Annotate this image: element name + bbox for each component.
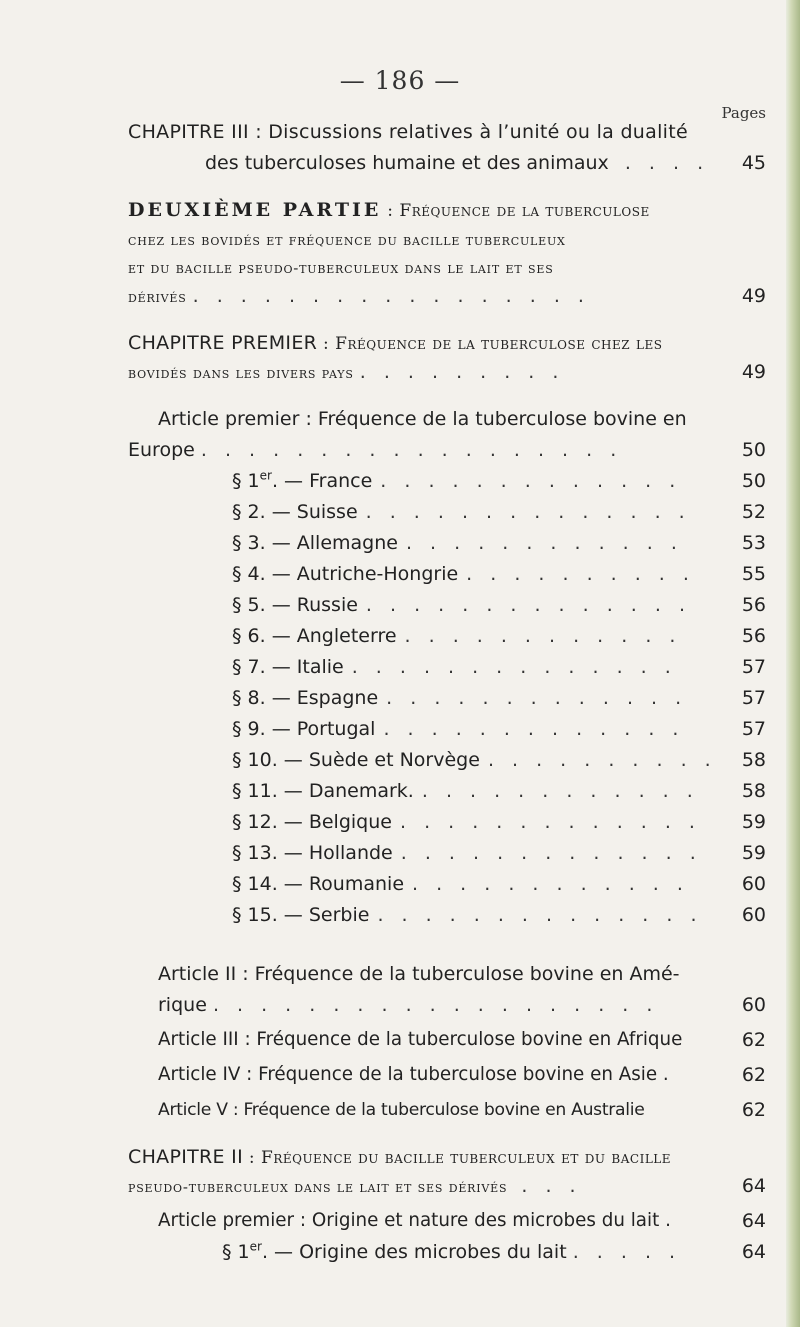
- section-number: § 2: [232, 501, 260, 523]
- section-title: . — Russie: [259, 594, 358, 616]
- section-row: [232, 841, 702, 865]
- section-number: § 1: [232, 470, 260, 492]
- section-number: § 6: [232, 625, 260, 647]
- section-title: . — Portugal: [259, 718, 376, 740]
- section-title: . — Hollande: [271, 842, 393, 864]
- section-title: . — Serbie: [271, 904, 370, 926]
- leader-dots: . . . . . . . . .: [359, 361, 565, 383]
- section-row: [232, 593, 691, 617]
- chapter3-page: 45: [741, 152, 766, 174]
- section-number: § 12: [232, 811, 272, 833]
- chapter1-page: 49: [741, 361, 766, 383]
- section-ordinal: er: [249, 1239, 262, 1254]
- section-page: 60: [741, 873, 766, 895]
- article4-page: 62: [741, 1064, 766, 1086]
- section-page: 59: [741, 811, 766, 833]
- leader-dots: . . . . . . . . . . . .: [405, 532, 683, 554]
- section-number: § 3: [232, 532, 260, 554]
- section-number: § 4: [232, 563, 260, 585]
- section-page: 57: [741, 656, 766, 678]
- part2-page: 49: [741, 285, 766, 307]
- section-title: . — Belgique: [271, 811, 392, 833]
- section-row: [232, 779, 699, 803]
- section-number: § 9: [232, 718, 260, 740]
- chapter2-section1-page: 64: [741, 1241, 766, 1263]
- section-title: . — Allemagne: [259, 532, 398, 554]
- part2-line3: et du bacille pseudo-tuberculeux dans le lait et ses: [128, 259, 554, 277]
- section-title: . — Suède et Norvège: [271, 749, 480, 771]
- section-number: § 13: [232, 842, 272, 864]
- chapter1-title-end: bovidés dans les divers pays: [128, 364, 354, 382]
- section-row: [232, 686, 687, 710]
- leader-dots: . . . . . . . . . . . . . .: [377, 904, 703, 926]
- section-title: . — Angleterre: [259, 625, 397, 647]
- leader-dots: . . . . . . . . . . . . . .: [365, 594, 691, 616]
- leader-dots: . . . . . . . . . . . .: [412, 873, 689, 895]
- leader-dots: . . . . . . . . . . . . . . . . . .: [200, 439, 623, 461]
- section-row: [232, 903, 703, 927]
- section-page: 58: [741, 780, 766, 802]
- section-row: [232, 531, 683, 555]
- section-title: . — France: [271, 470, 373, 492]
- article3-page: 62: [741, 1029, 766, 1051]
- section-row: [232, 717, 684, 741]
- article2-page: 60: [741, 994, 766, 1016]
- section-number: § 10: [232, 749, 272, 771]
- part2-line4: [128, 284, 590, 309]
- section-number: § 1: [222, 1241, 250, 1263]
- leader-dots: . . . . . . . . . . . . .: [400, 842, 702, 864]
- leader-dots: . . . . .: [572, 1241, 682, 1263]
- pages-column-label: Pages: [721, 104, 766, 122]
- section-title: . — Roumanie: [271, 873, 405, 895]
- section-row: [232, 624, 681, 648]
- article1-line2: [128, 438, 622, 462]
- section-number: § 11: [232, 780, 272, 802]
- article5-line: Article V : Fréquence de la tuberculose bovine en Australie: [158, 1100, 645, 1120]
- section-row: [232, 500, 691, 524]
- section-page: 52: [741, 501, 766, 523]
- article1-page: 50: [741, 439, 766, 461]
- section-row: [232, 748, 717, 772]
- article1-line1: Article premier : Fréquence de la tuberculose bovine en: [158, 408, 687, 430]
- chapter2-title-end: pseudo-tuberculeux dans le lait et ses dérivés: [128, 1178, 508, 1196]
- article4-line: Article IV : Fréquence de la tuberculose bovine en Asie .: [158, 1064, 669, 1085]
- section-title: . — Autriche-Hongrie: [259, 563, 459, 585]
- section-number: § 14: [232, 873, 272, 895]
- part2-line2: chez les bovidés et fréquence du bacille tuberculeux: [128, 231, 566, 249]
- chapter1-line1: [128, 331, 662, 356]
- section-number: § 5: [232, 594, 260, 616]
- part2-title: : Fréquence de la tuberculose: [381, 201, 650, 221]
- section-page: 55: [741, 563, 766, 585]
- leader-dots: . . . . . . . . . .: [487, 749, 717, 771]
- article2-line1: Article II : Fréquence de la tuberculose bovine en Amé-: [158, 963, 680, 985]
- chapter2-article1-page: 64: [741, 1210, 766, 1232]
- section-number: § 8: [232, 687, 260, 709]
- chapter2-line2: [128, 1174, 582, 1199]
- article1-title-end: Europe: [128, 439, 195, 461]
- chapter2-page: 64: [741, 1175, 766, 1197]
- chapter2-section1-line: [222, 1240, 681, 1264]
- chapter3-line1: CHAPITRE III : Discussions relatives à l’unité ou la dualité: [128, 121, 688, 143]
- section-page: 57: [741, 718, 766, 740]
- leader-dots: . . . . . . . . . . . . . . . . .: [192, 285, 590, 307]
- section-row: [232, 655, 677, 679]
- section-ordinal: er: [259, 468, 272, 483]
- leader-dots: . . . . . . . . . . . . .: [383, 718, 685, 740]
- section-page: 60: [741, 904, 766, 926]
- leader-dots: . . . .: [624, 152, 710, 174]
- part2-title-end: dérivés: [128, 288, 187, 306]
- leader-dots: . . . . . . . . . . . . .: [380, 470, 682, 492]
- leader-dots: . . . . . . . . . . . . .: [386, 687, 688, 709]
- article5-page: 62: [741, 1099, 766, 1121]
- chapter2-line1: [128, 1145, 671, 1170]
- section-row: [232, 562, 695, 586]
- section-number: § 15: [232, 904, 272, 926]
- chapter3-line2: [205, 151, 709, 175]
- section-row: [232, 872, 689, 896]
- section-title: . — Espagne: [259, 687, 379, 709]
- chapter2-title: : Fréquence du bacille tuberculeux et du bacille: [242, 1148, 672, 1168]
- article2-line2: [158, 993, 658, 1017]
- section-page: 56: [741, 594, 766, 616]
- leader-dots: . . . . . . . . . . . .: [421, 780, 699, 802]
- leader-dots: . . . . . . . . . . . . .: [399, 811, 701, 833]
- chapter2-label: CHAPITRE II: [128, 1146, 243, 1168]
- leader-dots: . . . . . . . . . . . . . .: [365, 501, 691, 523]
- section-page: 57: [741, 687, 766, 709]
- section-page: 53: [741, 532, 766, 554]
- chapter3-title-cont: des tuberculoses humaine et des animaux: [205, 152, 609, 174]
- leader-dots: . . . . . . . . . . . .: [404, 625, 682, 647]
- section-page: 50: [741, 470, 766, 492]
- leader-dots: . . .: [521, 1175, 582, 1197]
- section-page: 58: [741, 749, 766, 771]
- chapter1-label: CHAPITRE PREMIER: [128, 332, 318, 354]
- part2-heading: DEUXIÈME PARTIE: [128, 199, 382, 221]
- leader-dots: . . . . . . . . . . . . . .: [351, 656, 677, 678]
- section-title: . — Italie: [259, 656, 344, 678]
- chapter2-article1-line: Article premier : Origine et nature des microbes du lait .: [158, 1210, 671, 1231]
- section-title: . — Suisse: [259, 501, 358, 523]
- leader-dots: . . . . . . . . . . . . . . . . . . .: [212, 994, 659, 1016]
- section-title: . — Danemark.: [271, 780, 414, 802]
- section-row: [232, 810, 701, 834]
- part2-line1: [128, 198, 650, 223]
- section-row: [232, 469, 681, 493]
- leader-dots: . . . . . . . . . .: [466, 563, 695, 585]
- page-number: — 186 —: [339, 66, 461, 95]
- page-edge: [786, 0, 800, 1327]
- section-title: . — Origine des microbes du lait: [261, 1241, 567, 1263]
- section-page: 59: [741, 842, 766, 864]
- article2-title-end: rique: [158, 994, 207, 1016]
- chapter1-line2: [128, 360, 564, 385]
- chapter1-title: : Fréquence de la tuberculose chez les: [317, 334, 663, 354]
- article3-line: Article III : Fréquence de la tuberculose bovine en Afrique: [158, 1029, 683, 1050]
- section-number: § 7: [232, 656, 260, 678]
- section-page: 56: [741, 625, 766, 647]
